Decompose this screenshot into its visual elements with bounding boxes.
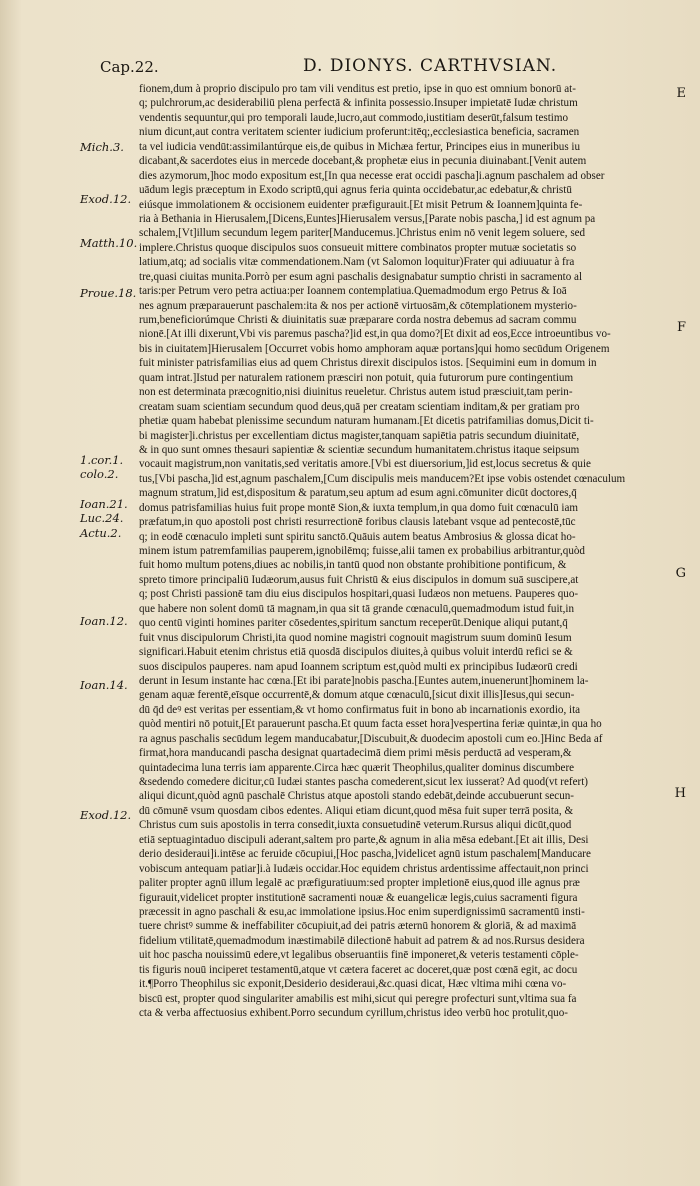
text-line: creatam suam scientiam secundum quod deus,quā per creatam scientiam inditam,& per gratiam pro [139,400,580,413]
text-line: schalem,[Vt]illum secundum legem pariter[Manducemus.]Christus enim nō venit legem soluere, sed [139,227,586,240]
text-line: it.¶Porro Theophilus sic exponit,Desiderio desideraui,&c.quasi dicat, Hæc vltima mihi cœna vo- [139,978,567,991]
text-line: cta & verba affectuosius exhibent.Porro secundum cyrillum,christus ideo verbū hoc protulit,quo- [139,1007,568,1019]
text-line: nionē.[At illi dixerunt,Vbi vis paremus pascha?]id est,in qua domo?[Et dixit ad eos,Ecce introeuntibus vo- [139,328,611,341]
margin-ref: Exod.12. [80,808,132,822]
margin-ref: colo.2. [80,467,119,481]
margin-ref: Exod.12. [80,192,132,206]
text-line: ria à Bethania in Hierusalem,[Dicens,Euntes]Hierusalem versus,[Parate nobis pascha,] id est agnum pa [139,212,596,225]
text-line: tre,quasi ciuitas munita.Porrò per esum agni paschalis designabatur sumptio christi in sacramento al [139,270,583,283]
text-line: spreto timore principaliū Iudæorum,ausus fuit Christū & eius discipulos in domum suā suscipere,at [139,573,579,586]
text-line: implere.Christus quoque discipulos suos consueuit mittere combinatos propter mutuæ societatis so [139,241,577,254]
text-line: ra agnus paschalis secūdum legem manducabatur,[Discubuit,& duodecim apostoli cum eo.]Hinc Beda af [139,732,603,745]
margin-letter-h: H [674,786,686,801]
margin-ref: Ioan.14. [80,678,128,692]
text-line: fionem,dum à proprio discipulo pro tam vili venditus est pretio, ipse in quo est omnium bonorū at- [139,83,576,95]
text-line: paliter propter agnū illum legalē ac præfiguratiuum:sed propter impletionē eius,quod ille agnus præ [139,877,580,890]
text-line: non est determinata præcognitio,nisi diuinitus reueletur. Christus autem istud præsciuit,tam perin- [139,386,573,399]
margin-ref: Ioan.12. [80,614,128,628]
text-line: fuit vnus discipulorum Christi,ita quod nomine magistri cognouit magistrum suum dominū Iesum [139,631,572,644]
text-line: Christus cum suis apostolis in terra consedit,iuxta consuetudinē veterum.Rursus aliqui dicūt,quod [139,819,572,832]
text-line: dicabant,& sacerdotes eius in mercede docebant,& prophetæ eius in pecunia diuinabant.[Venit autem [139,155,587,168]
text-line: derio desideraui]i.intēse ac feruide cōcupiui,[Hoc pascha,]videlicet agnū istum paschalem[Manducare [139,848,591,861]
text-line: nium dicunt,aut contra veritatem scienter iudicium proferunt:itēq;,ecclesiastica beneficia, sacramen [139,126,580,139]
text-line: firmat,hora manducandi pascha designat quartadecimā diem primi mēsis perductā ad vesperam,& [139,747,572,760]
text-line: figurauit,videlicet propter institutionē sacramenti nouæ & euangelicæ legis,cuius sacramenti figura [139,891,578,904]
text-line: que habere non solent domū tā magnam,in qua sit tā grande cœnaculū,quemadmodum istud fuit,in [139,602,575,615]
text-line: fuit homo multum potens,diues ac nobilis,in tantū quod non obstante prohibitione pontificum, & [139,559,567,572]
text-line: bis in ciuitatem]Hierusalem [Occurret vobis homo amphoram aquæ portans]qui homo secūdum Origenem [139,342,610,355]
margin-ref: 1.cor.1. [80,453,124,467]
text-line: taris:per Petrum vero petra actiua:per Ioannem contemplatiua.Quemadmodum ergo Petrus & Ioā [139,285,567,298]
text-line: bi magister]i.christus per excellentiam dictus magister,tanquam sapiētia patris secundum diuinitatē, [139,429,580,442]
text-line: phetiæ quam habebat plenissime secundum naturam humanam.[Et dicetis patrifamilias domus,Dicit ti- [139,415,594,428]
text-line: &sedendo comedere dicitur,cū Iudæi stantes pascha comederent,sicut lex iusserat? Ad quod(vt refert) [139,776,589,788]
text-line: & in quo sunt omnes thesauri sapientiæ & scientiæ secundum humanitatem.christus itaque seipsum [139,443,580,456]
text-line: suos discipulos pauperes. nam apud Ioannem scriptum est,quòd multi ex principibus Iudæorū credi [139,660,578,673]
text-line: præfatum,in quo apostoli post christi resurrectionē foribus clausis latebant vsque ad pentecostē,tūc [139,516,576,529]
margin-ref: Mich.3. [80,140,124,154]
text-line: tus,[Vbi pascha,]id est,agnum paschalem,[Cum discipulis meis manducem?Et ipse vobis ostendet cœnaculum [139,472,626,485]
margin-letter-f: F [676,320,686,335]
text-line: fidelium vtilitatē,quemadmodum inæstimabilē dilectionē habuit ad patrem & ad nos.Rursus desidera [139,934,585,947]
text-line: etiā septuagintaduo discipuli aderant,saltem pro parte,& agnum in alia mēsa edebant.[Et ait illis, Desi [139,833,589,846]
text-line: q; post Christi passionē tam diu eius discipulos hospitari,quasi Iudæos non metuens. Pauperes quo- [139,588,579,601]
text-line: aliqui dicunt,quòd agnū paschalē Christus atque apostoli stando edebāt,deinde accubuerunt secun- [139,790,574,803]
text-line: q; in eodē cœnaculo impleti sunt spiritu sanctō.Quāuis autem beatus Ambrosius & glossa dicat ho- [139,530,576,543]
text-line: significari.Habuit etenim christus etiā quosdā discipulos diuites,à quibus voluit interdū refici se & [139,646,573,659]
text-line: quo centū viginti homines pariter cōsedentes,spiritum sanctum receperūt.Denique aliqui putant,q̄ [139,617,568,630]
text-line: fuit minister patrisfamilias eius ad quem Christus direxit discipulos istos. [Sequimini eum in domum in [139,357,597,370]
page-title: D. DIONYS. CARTHVSIAN. [303,56,558,76]
text-line: vobiscum antequam patiar]i.à Iudæis occidar.Hoc equidem christus ardentissime affectauit,non princi [139,862,589,875]
margin-ref: Ioan.21. [80,497,128,511]
text-line: dū cōmunē vsum quosdam cibos edentes. Aliqui etiam dicunt,quod mēsa fuit super terrā posita, & [139,804,574,817]
text-line: domus patrisfamilias huius fuit prope montē Sion,& iuxta templum,in qua domo fuit cœnaculū iam [139,501,579,514]
margin-letter-e: E [676,86,686,101]
text-line: uit hoc pascha nouissimū edere,vt legalibus obseruantiis finē imponeret,& veteris testamenti cōple- [139,949,579,962]
text-line: quòd mentiri nō potuit,[Et parauerunt pascha.Et quum facta esset hora]vespertina feriæ quintæ,in qua ho [139,718,602,731]
text-line: quintadecima luna terris iam apparente.Circa hæc quærit Theophilus,qualiter dominus discumbere [139,761,575,774]
margin-ref: Proue.18. [80,286,137,300]
text-line: tuere christꝰ summe & ineffabiliter cōcupiuit,ad dei patris æternū honorem & gloriā, & ad maximā [139,920,577,933]
text-line: ta vel iudicia vendūt:assimilantúrque eis,de quibus in Michæa fertur, Principes eius in muneribus iu [139,140,581,153]
text-line: genam aquæ ferentē,eīsque occurrentē,& domum atque cœnaculū,[sicut dixit illis]Iesus,qui secun- [139,689,575,702]
text-line: præcessit in agno paschali & esu,ac immolatione ipsius.Hoc enim superdignissimū sacramentū insti- [139,905,585,918]
text-line: minem istum patremfamilias pauperem,ignobilēmq; fuisse,alii tamen ex probabilius arbitrantur,quòd [139,545,585,557]
text-line: uādum legis præceptum in Exodo scriptū,qui agnus feria quinta occidebatur,ac edebatur,& christū [139,184,572,197]
running-header [100,58,660,82]
margin-ref: Luc.24. [80,511,124,525]
text-line: derunt in Iesum instante hac cœna.[Et ibi parate]nobis pascha.[Euntes autem,inuenerunt]hominem la- [139,674,589,687]
text-line: dū q̄d deꝰ est veritas per essentiam,& vt homo confirmatus fuit in bono ab incarnationis exordio, ita [139,703,581,716]
text-line: q; pulchrorum,ac desiderabiliū plena perfectā & infinita possessio.Insuper impietatē Iudæ christum [139,97,578,110]
text-line: vocauit magistrum,non vanitatis,sed veritatis amore.[Vbi est diuersorium,]id est,locus secretus & quie [139,458,591,471]
text-line: magnum stratum,]id est,dispositum & paratum,seu aptum ad esum agni.cōmuniter dicūt doctores,q̄ [139,487,577,500]
text-line: rum,beneficiorúmque Christi & diuinitatis suæ præparare corda nostra debemus ad sacram commu [139,314,577,326]
margin-letter-g: G [675,566,686,581]
chapter-label: Cap.22. [100,58,159,76]
text-line: quam intrat.]Istud per naturalem rationem præsciri non potuit, quia futurorum pure contingentium [139,371,574,384]
text-line: biscū est, propter quod singulariter amabilis est mihi,sicut qui peregre profecturi sunt,vltima sua fa [139,992,577,1005]
main-text-column [139,82,685,1020]
text-line: vendentis sequuntur,qui pro temporali laude,lucro,aut commodo,iustitiam deserūt,falsum testimo [139,111,569,124]
text-line: latium,atq; ad socialis vitæ commendationem.Nam (vt Salomon loquitur)Frater qui adiuuatur à fra [139,256,575,269]
text-line: eiúsque immolationem & occisionem euidenter præfigurauit.[Et misit Petrum & Ioannem]quinta fe- [139,198,583,211]
text-line: tis figuris nouū inciperet testamentū,atque vt cætera faceret ac doceret,quæ post cœnā egit, ac docu [139,963,578,976]
margin-ref: Actu.2. [80,526,122,540]
margin-ref: Matth.10. [80,236,138,250]
text-line: nes agnum præparauerunt paschalem:ita & nos per actionē virtuosām,& cōtemplationem mysterio- [139,299,577,312]
text-line: dies azymorum,]hoc modo expositum est,[In qua necesse erat occidi pascha]i.agnum paschalem ad obser [139,169,605,182]
